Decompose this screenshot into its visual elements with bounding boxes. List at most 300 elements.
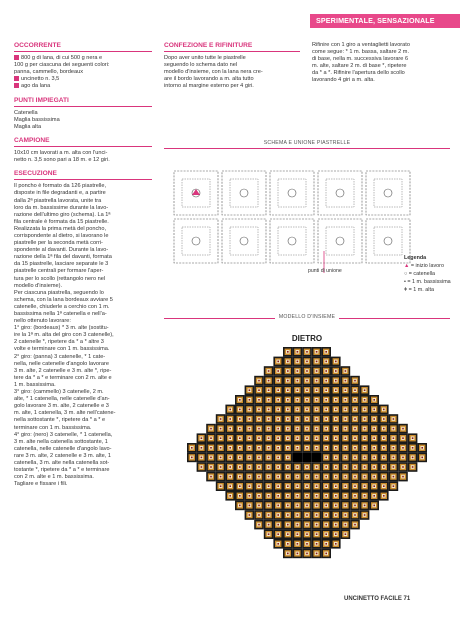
tile-center <box>239 495 241 497</box>
motif-inner-round <box>182 227 210 255</box>
tile-center <box>345 409 347 411</box>
campione-title: CAMPIONE <box>14 136 50 144</box>
tile-center <box>297 389 299 391</box>
tile-center <box>220 418 222 420</box>
tile-center <box>229 485 231 487</box>
campione-line: netto n. 3,5 sono pari a 18 m. e 12 giri. <box>14 157 110 164</box>
tile-center <box>287 418 289 420</box>
confezione-line: seguendo lo schema dato nel <box>164 62 238 69</box>
motif-outline <box>270 171 314 215</box>
confezione-title: CONFEZIONE E RIFINITURE <box>164 42 253 49</box>
motif-inner-round <box>326 179 354 207</box>
tile-center <box>306 409 308 411</box>
tile-center <box>229 409 231 411</box>
tile-center <box>393 447 395 449</box>
tile-center <box>335 370 337 372</box>
tile-center <box>258 524 260 526</box>
tile-center <box>335 399 337 401</box>
esecuzione-line: razione dell'ultimo giro (schema). La 1ª <box>14 211 111 218</box>
tile-center <box>277 466 279 468</box>
tile-center <box>335 447 337 449</box>
tile-center <box>364 505 366 507</box>
esecuzione-line: 4° giro: (nero) 3 catenelle, * 1 catenella, <box>14 431 113 438</box>
tile-center <box>364 409 366 411</box>
tile-center <box>277 361 279 363</box>
tile-center <box>249 409 251 411</box>
granny-square-motif <box>174 219 218 263</box>
tile-center <box>354 476 356 478</box>
tile-center <box>335 418 337 420</box>
neck-opening <box>293 453 303 463</box>
confezione-line: intorno al margine esterno per 4 giri. <box>164 83 254 90</box>
poncho-model-diagram <box>164 319 450 609</box>
tile-center <box>325 351 327 353</box>
tile-center <box>297 370 299 372</box>
tile-center <box>345 533 347 535</box>
tile-center <box>335 505 337 507</box>
esecuzione-text <box>14 183 152 488</box>
tile-center <box>383 437 385 439</box>
tile-center <box>268 399 270 401</box>
motif-outline <box>318 171 362 215</box>
tile-center <box>277 418 279 420</box>
esecuzione-line: golo lavorare 3 m. alte, 2 catenelle e 3 <box>14 403 109 410</box>
tile-center <box>345 514 347 516</box>
motif-center-ring <box>288 189 296 197</box>
tile-center <box>383 495 385 497</box>
esecuzione-line: schema, con la lana bordeaux avviare 5 <box>14 296 113 303</box>
esecuzione-line: fila centrale è formata da 15 piastrelle. <box>14 218 109 225</box>
tile-center <box>258 428 260 430</box>
tile-center <box>258 447 260 449</box>
tile-center <box>412 447 414 449</box>
rifinitura-line: da * a *. Rifinire l'apertura dello scollo <box>312 70 405 77</box>
tile-center <box>335 437 337 439</box>
tile-center <box>373 409 375 411</box>
punti-list <box>14 110 152 131</box>
esecuzione-line: 3 m. alte nella catenella sottostante, 1 <box>14 438 108 445</box>
tile-center <box>325 533 327 535</box>
tile-center <box>277 447 279 449</box>
tile-center <box>306 485 308 487</box>
tile-center <box>268 457 270 459</box>
slip-stitch-icon: • <box>404 279 406 285</box>
tile-center <box>364 514 366 516</box>
tile-center <box>287 495 289 497</box>
tile-center <box>335 428 337 430</box>
tile-center <box>277 409 279 411</box>
occorrente-line: 100 g per ciascuna dei seguenti colori: <box>14 62 110 69</box>
granny-square-motif <box>318 171 362 215</box>
tile-center <box>354 409 356 411</box>
tile-center <box>297 524 299 526</box>
tile-center <box>325 485 327 487</box>
tile-center <box>335 543 337 545</box>
tile-center <box>239 428 241 430</box>
tile-center <box>277 437 279 439</box>
joining-points-label: punti di unione <box>308 268 342 274</box>
esecuzione-line: nello ottenuto lavorare: <box>14 318 71 325</box>
column-middle <box>164 40 300 94</box>
tile-center <box>316 437 318 439</box>
esecuzione-line: Per ciascuna piastrella, seguendo lo <box>14 289 104 296</box>
tile-center <box>268 533 270 535</box>
tile-center <box>421 457 423 459</box>
rifinitura-line: di base, nella m. successiva lavorare 6 <box>312 56 409 63</box>
esecuzione-line: Il poncho è formato da 126 piastrelle, <box>14 183 107 190</box>
esecuzione-line: 2° giro: (panna) 3 catenelle, * 1 cate- <box>14 353 106 360</box>
tile-center <box>287 351 289 353</box>
rifinitura-line: come segue: * 1 m. bassa, saltare 2 m. <box>312 49 410 56</box>
tile-center <box>316 447 318 449</box>
tile-center <box>306 351 308 353</box>
tile-center <box>229 418 231 420</box>
tile-center <box>306 533 308 535</box>
tile-center <box>345 418 347 420</box>
confezione-text <box>164 55 300 90</box>
tile-center <box>210 476 212 478</box>
motif-inner-round <box>374 227 402 255</box>
tile-center <box>210 447 212 449</box>
esecuzione-line: da 15 piastrelle, lasciare separate le 3 <box>14 261 109 268</box>
tile-center <box>325 457 327 459</box>
esecuzione-line: 2 catenelle *, ripetere da * a * altre 3 <box>14 339 104 346</box>
tile-center <box>229 476 231 478</box>
tile-center <box>287 447 289 449</box>
granny-square-motif <box>222 171 266 215</box>
tile-center <box>297 437 299 439</box>
tile-center <box>306 437 308 439</box>
tile-center <box>258 409 260 411</box>
esecuzione-line: alte, * 1 catenella, nelle catenelle d'an- <box>14 396 110 403</box>
tile-center <box>297 361 299 363</box>
tile-center <box>345 457 347 459</box>
tile-center <box>373 476 375 478</box>
tile-center <box>325 399 327 401</box>
tile-center <box>268 447 270 449</box>
tile-center <box>220 447 222 449</box>
divider <box>14 146 152 147</box>
tile-center <box>268 437 270 439</box>
esecuzione-line: modello d'insieme). <box>14 282 63 289</box>
tile-center <box>306 428 308 430</box>
tile-center <box>345 428 347 430</box>
esecuzione-line: disposte in file degradanti e, a partire <box>14 190 106 197</box>
tile-center <box>229 495 231 497</box>
campione-line: 10x10 cm lavorati a m. alta con l'unci- <box>14 150 108 157</box>
tile-center <box>297 485 299 487</box>
tile-center <box>258 418 260 420</box>
tile-center <box>364 418 366 420</box>
confezione-line: are il bordo lavorando a m. alta tutto <box>164 76 254 83</box>
tile-center <box>268 476 270 478</box>
esecuzione-line: tere da * a * e terminare con 2 m. alte e <box>14 374 112 381</box>
tile-center <box>316 418 318 420</box>
tile-center <box>316 543 318 545</box>
tile-center <box>297 428 299 430</box>
tile-center <box>306 543 308 545</box>
tile-center <box>316 533 318 535</box>
tile-center <box>268 370 270 372</box>
tile-center <box>316 514 318 516</box>
tile-center <box>402 457 404 459</box>
tile-center <box>316 524 318 526</box>
occorrente-line: 800 g di lana, di cui 500 g nera e <box>14 55 152 62</box>
tile-center <box>239 409 241 411</box>
punti-title: PUNTI IMPIEGATI <box>14 96 69 104</box>
esecuzione-line: bassissima nella 1ª catenella e nell'a- <box>14 311 107 317</box>
tile-center <box>364 485 366 487</box>
esecuzione-line: corrispondente al dietro, si lavorano le <box>14 232 109 239</box>
tile-center <box>316 553 318 555</box>
tile-center <box>229 447 231 449</box>
tile-center <box>258 476 260 478</box>
tile-center <box>393 457 395 459</box>
tile-center <box>297 466 299 468</box>
tile-center <box>297 380 299 382</box>
legend-item: ○ = catenella <box>404 271 435 277</box>
tile-center <box>220 476 222 478</box>
tile-center <box>239 437 241 439</box>
tile-center <box>354 399 356 401</box>
motif-center-ring <box>384 189 392 197</box>
tile-center <box>201 466 203 468</box>
legend-item: • = 1 m. bassissima <box>404 279 451 285</box>
tile-center <box>258 389 260 391</box>
tile-center <box>220 428 222 430</box>
granny-square-motif <box>270 219 314 263</box>
tile-center <box>316 370 318 372</box>
tile-center <box>364 389 366 391</box>
tile-center <box>268 485 270 487</box>
tile-center <box>306 380 308 382</box>
esecuzione-line: dalla 2ª piastrella lavorata, unite tra <box>14 197 102 204</box>
tile-center <box>306 447 308 449</box>
tile-center <box>277 514 279 516</box>
tile-center <box>239 485 241 487</box>
motif-center-ring <box>384 237 392 245</box>
tile-center <box>277 399 279 401</box>
tile-center <box>277 543 279 545</box>
tile-center <box>297 418 299 420</box>
tile-center <box>306 524 308 526</box>
tile-center <box>373 447 375 449</box>
tile-center <box>345 476 347 478</box>
motif-inner-round <box>230 227 258 255</box>
tile-center <box>306 476 308 478</box>
tile-center <box>383 466 385 468</box>
tile-center <box>345 505 347 507</box>
davanti-label: DAVANTI <box>289 594 325 603</box>
modello-title: MODELLO D'INSIEME <box>164 314 450 320</box>
tile-center <box>277 505 279 507</box>
esecuzione-line: loro da m. bassissime durante la lavo- <box>14 204 109 211</box>
tile-center <box>325 409 327 411</box>
esecuzione-line: piastrelle per la seconda metà corri- <box>14 240 103 247</box>
tile-center <box>325 553 327 555</box>
tile-center <box>297 409 299 411</box>
tile-center <box>258 495 260 497</box>
tile-center <box>364 495 366 497</box>
esecuzione-line: 1° giro: (bordeaux) * 3 m. alte (sostitu- <box>14 325 109 332</box>
tile-center <box>268 428 270 430</box>
tile-center <box>249 495 251 497</box>
tile-center <box>354 495 356 497</box>
tile-center <box>354 505 356 507</box>
tile-center <box>297 553 299 555</box>
granny-square-motif <box>270 171 314 215</box>
tile-center <box>239 418 241 420</box>
tile-center <box>354 485 356 487</box>
tile-center <box>210 466 212 468</box>
bullet-icon <box>14 83 19 88</box>
tile-center <box>354 466 356 468</box>
tile-center <box>354 437 356 439</box>
tile-center <box>268 409 270 411</box>
tile-center <box>306 361 308 363</box>
esecuzione-line: Realizzata la prima metà del poncho, <box>14 225 107 232</box>
motif-center-ring <box>336 237 344 245</box>
tile-center <box>393 476 395 478</box>
tile-center <box>316 485 318 487</box>
tile-center <box>249 437 251 439</box>
esecuzione-line: 3° giro: (cammello) 3 catenelle, 2 m. <box>14 389 104 396</box>
tile-center <box>364 466 366 468</box>
tile-center <box>316 361 318 363</box>
tile-center <box>210 428 212 430</box>
tile-center <box>335 389 337 391</box>
tile-center <box>306 418 308 420</box>
tile-center <box>316 389 318 391</box>
divider <box>14 51 152 52</box>
tile-center <box>316 409 318 411</box>
tile-center <box>335 485 337 487</box>
tile-center <box>354 447 356 449</box>
tile-center <box>393 466 395 468</box>
esecuzione-line: nella, nelle catenelle d'angolo lavorare <box>14 360 109 367</box>
motif-outline <box>222 219 266 263</box>
tile-center <box>239 447 241 449</box>
tile-center <box>201 437 203 439</box>
tile-center <box>287 370 289 372</box>
tile-center <box>268 505 270 507</box>
motif-outline <box>318 219 362 263</box>
tile-center <box>306 389 308 391</box>
tile-center <box>306 553 308 555</box>
tile-center <box>335 533 337 535</box>
tile-center <box>268 418 270 420</box>
tile-center <box>249 447 251 449</box>
esecuzione-line: rare 3 m. alte, 2 catenelle e 3 m. alte, 1 <box>14 452 112 459</box>
tile-center <box>287 380 289 382</box>
campione-text <box>14 150 152 164</box>
tile-center <box>325 466 327 468</box>
tile-center <box>373 399 375 401</box>
tile-center <box>287 428 289 430</box>
tile-center <box>191 457 193 459</box>
tile-center <box>345 466 347 468</box>
tile-center <box>287 409 289 411</box>
tile-center <box>383 428 385 430</box>
tile-center <box>364 428 366 430</box>
punti-line: Maglia alta <box>14 123 42 130</box>
tile-center <box>210 457 212 459</box>
tile-center <box>277 380 279 382</box>
tile-center <box>316 351 318 353</box>
tile-center <box>325 505 327 507</box>
tile-center <box>335 514 337 516</box>
tile-center <box>239 399 241 401</box>
tile-center <box>345 524 347 526</box>
motif-inner-round <box>278 179 306 207</box>
tile-center <box>306 399 308 401</box>
tile-center <box>335 380 337 382</box>
tile-center <box>201 447 203 449</box>
tile-center <box>345 447 347 449</box>
esecuzione-line: 3 m. alte, 2 catenelle e 3 m. alte *, ripe- <box>14 367 112 374</box>
granny-square-motif <box>318 219 362 263</box>
tile-center <box>325 514 327 516</box>
tile-center <box>373 418 375 420</box>
motif-outline <box>270 219 314 263</box>
section-header: SPERIMENTALE, SENSAZIONALE <box>310 14 460 28</box>
tile-center <box>268 466 270 468</box>
tile-center <box>325 524 327 526</box>
tile-center <box>402 476 404 478</box>
tile-center <box>258 399 260 401</box>
tile-center <box>345 399 347 401</box>
tile-center <box>335 476 337 478</box>
tile-center <box>268 524 270 526</box>
tile-center <box>249 389 251 391</box>
tile-center <box>316 476 318 478</box>
tile-center <box>354 457 356 459</box>
rifinitura-line: Rifinire con 1 giro a ventaglietti lavorato <box>312 42 410 48</box>
tile-center <box>383 409 385 411</box>
tile-center <box>239 457 241 459</box>
tile-center <box>287 553 289 555</box>
tile-center <box>287 543 289 545</box>
tile-center <box>220 466 222 468</box>
tile-center <box>258 505 260 507</box>
tile-center <box>297 447 299 449</box>
tile-center <box>297 476 299 478</box>
tile-center <box>268 495 270 497</box>
tile-center <box>316 428 318 430</box>
tile-center <box>325 428 327 430</box>
tile-center <box>277 389 279 391</box>
tile-center <box>402 437 404 439</box>
legend <box>404 254 460 294</box>
esecuzione-line: ire la 1ª m. alta del giro con 3 catenelle), <box>14 332 114 339</box>
tile-center <box>383 476 385 478</box>
column-left <box>14 40 152 491</box>
schema-title: SCHEMA E UNIONE PIASTRELLE <box>164 140 450 146</box>
tile-center <box>249 399 251 401</box>
legend-item: ǂ = 1 m. alta <box>404 287 434 293</box>
tile-center <box>345 437 347 439</box>
tile-center <box>287 399 289 401</box>
tile-center <box>287 437 289 439</box>
tile-center <box>191 447 193 449</box>
tile-center <box>325 370 327 372</box>
tile-center <box>393 428 395 430</box>
tile-center <box>373 437 375 439</box>
occorrente-line: ago da lana <box>14 83 152 90</box>
tile-center <box>345 389 347 391</box>
tile-center <box>402 447 404 449</box>
tile-center <box>335 466 337 468</box>
